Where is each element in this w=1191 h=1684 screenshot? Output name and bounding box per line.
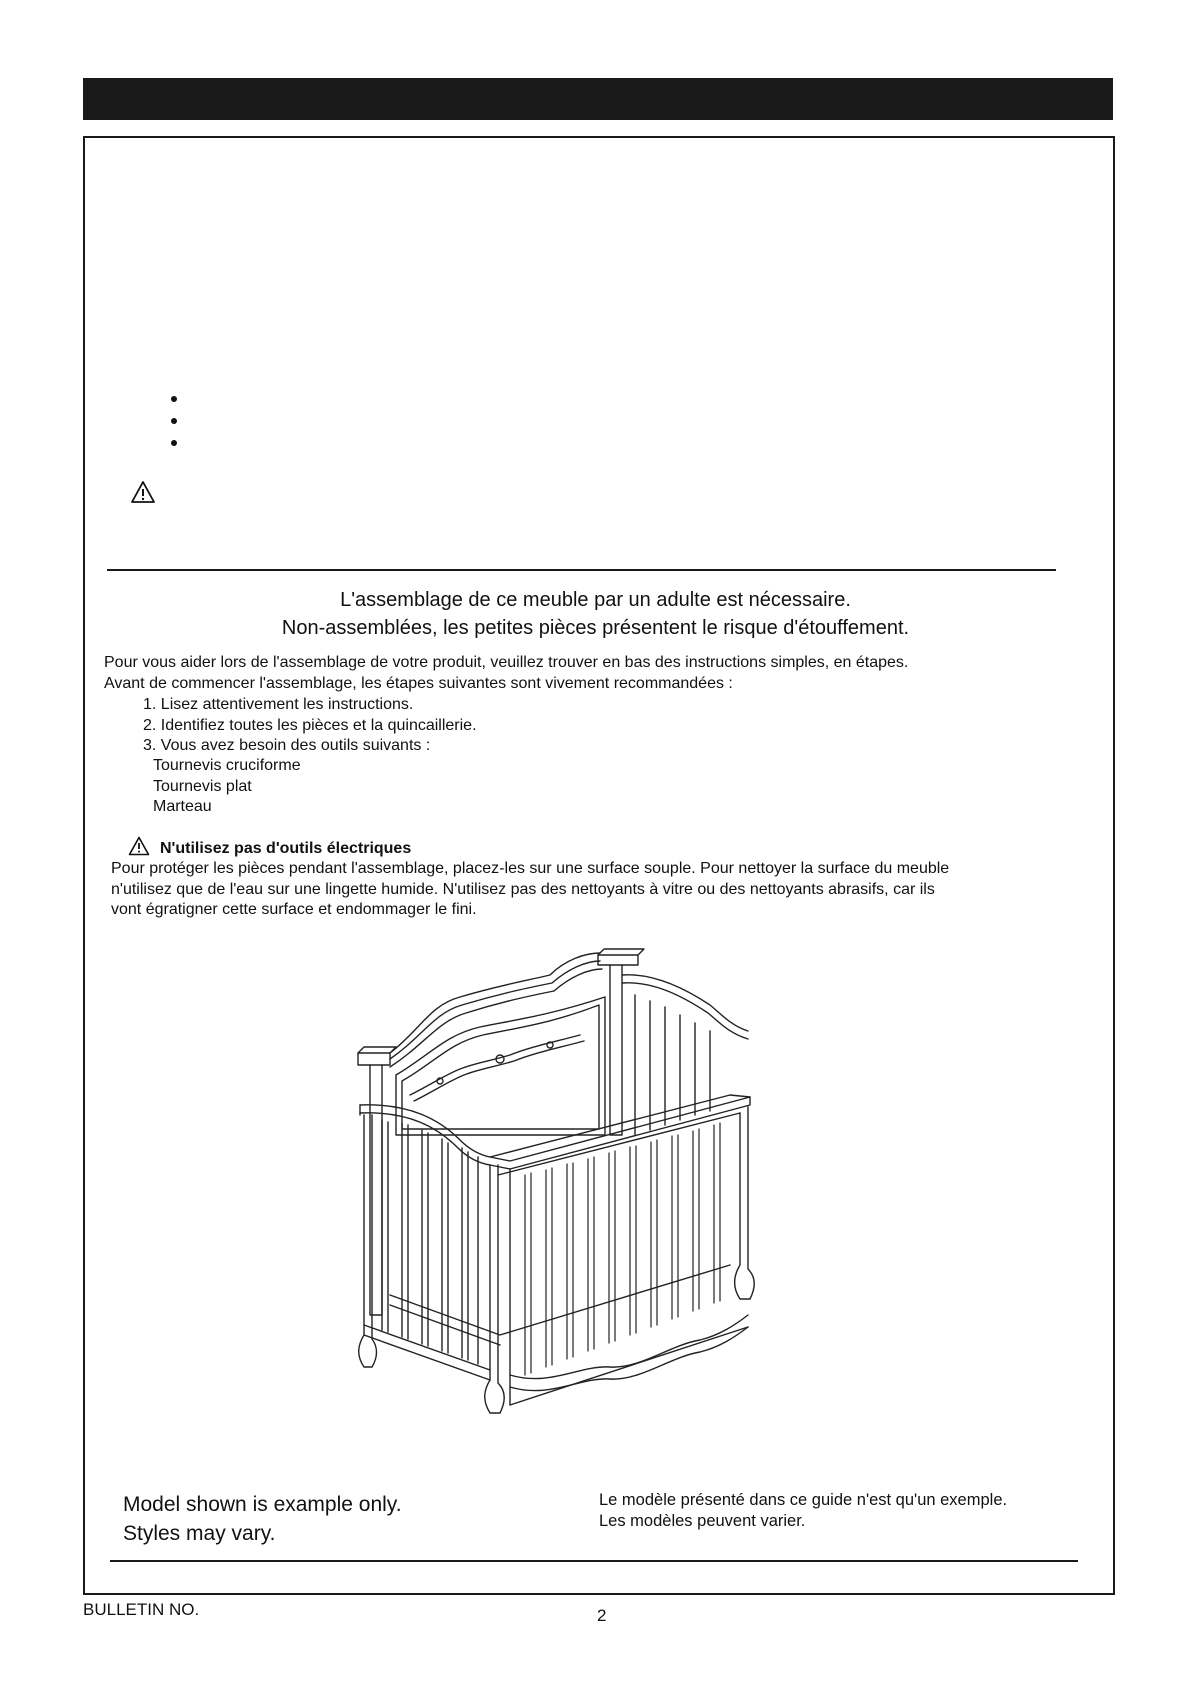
step-item: 3. Vous avez besoin des outils suivants : [143, 737, 431, 754]
caption-divider [110, 1560, 1078, 1562]
warning-triangle-icon [128, 836, 150, 856]
intro-heading-line2: Non-assemblées, les petites pièces présentent le risque d'étouffement. [281, 617, 910, 639]
section-divider [107, 569, 1056, 571]
tool-item: Tournevis cruciforme [153, 757, 301, 774]
instructions-line1: Pour vous aider lors de l'assemblage de votre produit, veuillez trouver en bas des instructions simples, en étapes. [104, 654, 909, 671]
tool-item: Tournevis plat [153, 778, 252, 795]
warning-text-line: n'utilisez que de l'eau sur une lingette humide. N'utilisez pas des nettoyants à vitre ou des nettoyants abrasifs, car ils [111, 881, 935, 898]
warning-triangle-icon [130, 480, 156, 504]
warning-text-line: Pour protéger les pièces pendant l'assemblage, placez-les sur une surface souple. Pour nettoyer la surface du meuble [111, 860, 950, 877]
bullet-point [171, 418, 177, 424]
crib-illustration-icon [350, 935, 830, 1445]
bullet-point [171, 440, 177, 446]
caption-french [599, 1490, 1007, 1532]
caption-english-line1: Model shown is example only. [123, 1493, 402, 1516]
warning-title: N'utilisez pas d'outils électriques [160, 840, 412, 857]
header-bar [83, 78, 1113, 120]
page-number: 2 [597, 1606, 607, 1625]
warning-text-line: vont égratigner cette surface et endommager le fini. [111, 901, 477, 918]
step-item: 1. Lisez attentivement les instructions. [143, 696, 414, 713]
caption-english [123, 1490, 402, 1548]
bulletin-label: BULLETIN NO. [83, 1600, 200, 1619]
caption-french-line2: Les modèles peuvent varier. [599, 1512, 806, 1530]
tool-item: Marteau [153, 798, 212, 815]
caption-english-line2: Styles may vary. [123, 1522, 276, 1545]
bullet-point [171, 396, 177, 402]
caption-french-line1: Le modèle présenté dans ce guide n'est qu'un exemple. [599, 1491, 1008, 1509]
intro-heading-line1: L'assemblage de ce meuble par un adulte est nécessaire. [340, 589, 851, 611]
step-item: 2. Identifiez toutes les pièces et la quincaillerie. [143, 717, 477, 734]
instructions-line2: Avant de commencer l'assemblage, les étapes suivantes sont vivement recommandées : [104, 675, 733, 692]
